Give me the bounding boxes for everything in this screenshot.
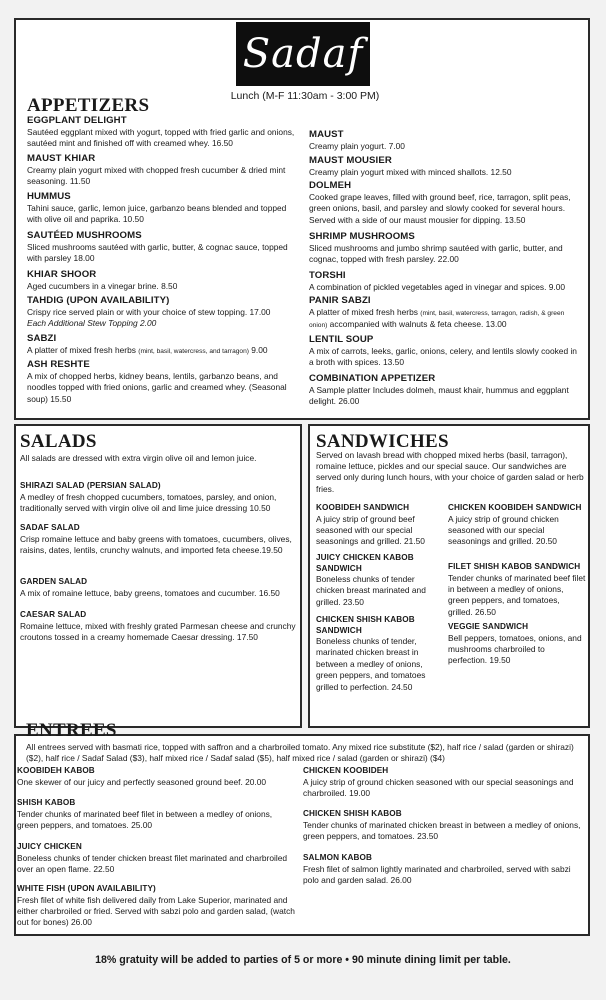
item-name: SHISH KABOB [17,798,76,807]
sadaf-logo: Sadaf [236,22,370,86]
item-name: WHITE FISH (UPON AVAILABILITY) [17,884,156,893]
item-name: KOOBIDEH SANDWICH [316,503,410,512]
lunch-hours: Lunch (M-F 11:30am - 3:00 PM) [230,90,380,102]
menu-item [27,359,299,405]
item-name: CHICKEN SHISH KABOB [303,809,402,818]
item-desc: Fresh filet of salmon lightly marinated and charbroiled, served with sabzi polo and garden salad. 26.00 [303,863,571,885]
item-name: JUICY CHICKEN [17,842,82,851]
item-desc: Tender chunks of marinated chicken breast in between a medley of onions, green peppers, and tomatoes. 23.50 [303,819,581,841]
item-name: SHRIMP MUSHROOMS [309,231,415,242]
item-name: MAUST MOUSIER [309,155,392,166]
menu-item [17,884,295,929]
item-name: VEGGIE SANDWICH [448,622,529,631]
item-desc: Bell peppers, tomatoes, onions, and mushrooms charbroiled to perfection. 19.50 [448,632,582,666]
item-name: KOOBIDEH KABOB [17,766,95,775]
menu-item [20,522,296,557]
menu-item [17,798,295,831]
item-name: HUMMUS [27,191,71,202]
item-desc: A juicy strip of ground chicken seasoned with our special seasonings and grilled. 20.50 [448,513,559,547]
menu-item [17,766,295,788]
menu-item [27,295,299,330]
salads-intro: All salads are dressed with extra virgin olive oil and lemon juice. [20,453,257,463]
item-desc: A medley of fresh chopped cucumbers, tomatoes, parsley, and onion, traditionally served with virgin olive oil and lime juice dressing 10.50 [20,492,277,514]
menu-item [17,842,295,875]
item-desc: Cooked grape leaves, filled with ground beef, rice, tarragon, split peas, green onions, basil, and parsley and slowly cooked for several hours. Served with a side of our maust mousier for dipping. 13.50 [309,192,571,225]
item-name: CHICKEN SHISH KABOB SANDWICH [316,615,415,635]
menu-item [303,853,586,886]
item-name: LENTIL SOUP [309,334,374,345]
menu-item [448,562,586,618]
item-name: TAHDIG (UPON AVAILABILITY) [27,295,170,306]
item-name: MAUST [309,129,344,140]
item-name: PANIR SABZI [309,295,371,306]
item-desc: Tender chunks of marinated beef filet in between a medley of onions, green peppers, and tomatoes. 25.00 [17,808,273,830]
menu-item [303,809,586,842]
item-name: TORSHI [309,270,346,281]
menu-item [27,191,299,226]
item-name: SAUTÉED MUSHROOMS [27,230,142,241]
item-desc: Crisp romaine lettuce and baby greens with tomatoes, cucumbers, olives, raisins, dates, lentils, crunchy walnuts, and imported feta cheese.19.50 [20,534,292,556]
item-name: DOLMEH [309,180,352,191]
menu-item [27,230,299,265]
item-desc: Fresh filet of white fish delivered daily from Lake Superior, marinated and either charbroiled or fried. Served with sabzi polo and garden salad, (watch out for bones) 26.00 [17,894,295,928]
item-desc: A mix of carrots, leeks, garlic, onions, celery, and lentils slowly cooked in a broth with spices. 13.50 [309,346,577,368]
salads-title: SALADS [20,431,97,452]
item-name: SHIRAZI SALAD (PERSIAN SALAD) [20,481,161,490]
menu-item [316,503,442,548]
item-name: CHICKEN KOOBIDEH SANDWICH [448,503,582,512]
item-name: SABZI [27,333,57,344]
item-desc: Tahini sauce, garlic, lemon juice, garbanzo beans blended and topped with olive oil and paprika. 10.50 [27,203,287,225]
item-desc: Boneless chunks of tender, marinated chicken breast in between a medley of onions, green peppers, and tomatoes grilled to perfection. 24.50 [316,636,426,692]
item-desc: Sautéed eggplant mixed with yogurt, topped with fried garlic and onions, sautéed mint and finished off with creamed whey. 16.50 [27,127,295,149]
menu-item [309,270,579,293]
sandwiches-title: SANDWICHES [316,431,449,452]
item-desc: Romaine lettuce, mixed with freshly grated Parmesan cheese and crunchy croutons tossed in a creamy homemade Caesar dressing. 17.50 [20,621,296,643]
entrees-intro: All entrees served with basmati rice, topped with saffron and a charbroiled tomato. Any mixed rice substitute ($2), half rice / salad (garden or shirazi) ($2), half rice / Sadaf Salad ($3), half mixed rice / Sadaf salad ($5), half mixed rice / salad (garden or shirazi) ($4) [26,742,574,764]
menu-item [20,609,300,644]
menu-item [27,333,299,357]
item-name: SALMON KABOB [303,853,372,862]
item-desc: A juicy strip of ground beef seasoned with our special seasonings and grilled. 21.50 [316,513,425,547]
menu-item [20,480,296,515]
menu-item [309,334,579,369]
menu-item [309,231,579,266]
item-name: FILET SHISH KABOB SANDWICH [448,562,581,571]
item-desc: Sliced mushrooms sautéed with garlic, butter, & cognac sauce, topped with parsley 18.00 [27,242,288,264]
item-desc: Boneless chunks of tender chicken breast marinated and grilled. 23.50 [316,574,426,607]
item-name: CAESAR SALAD [20,610,87,619]
menu-item [309,155,579,178]
item-name: JUICY CHICKEN KABOB SANDWICH [316,553,414,573]
item-desc: Creamy plain yogurt mixed with chopped fresh cucumber & dried mint seasoning. 11.50 [27,165,286,187]
item-desc: A platter of mixed fresh herbs (mint, basil, watercress, and tarragon) 9.00 [27,345,268,355]
menu-item [309,180,579,226]
menu-item [309,373,579,408]
menu-item [20,576,296,599]
entrees-title: ENTREES [26,720,117,741]
item-name: COMBINATION APPETIZER [309,373,436,384]
appetizers-title: APPETIZERS [27,95,150,116]
menu-item [309,129,579,152]
item-name: SADAF SALAD [20,523,80,532]
menu-item [27,153,299,188]
item-desc: Tender chunks of marinated beef filet in between a medley of onions, green peppers, and tomatoes, grilled. 26.50 [448,572,586,617]
menu-item [316,553,442,608]
item-note: Each Additional Stew Topping 2.00 [27,318,157,329]
item-desc: Creamy plain yogurt. 7.00 [309,141,405,151]
menu-item [316,615,442,693]
item-desc: A mix of chopped herbs, kidney beans, lentils, garbanzo beans, and noodles topped with fried onions, garlic and creamed whey. (Seasonal soup) 15.50 [27,371,287,404]
menu-item [309,295,579,332]
item-desc: One skewer of our juicy and perfectly seasoned ground beef. 20.00 [17,776,267,787]
item-name: GARDEN SALAD [20,577,88,586]
menu-item [448,622,586,667]
item-name: CHICKEN KOOBIDEH [303,766,389,775]
item-desc: Boneless chunks of tender chicken breast filet marinated and charbroiled over an open flame. 22.50 [17,852,288,874]
menu-item [303,766,586,799]
item-name: EGGPLANT DELIGHT [27,115,127,126]
item-desc: Creamy plain yogurt mixed with minced shallots. 12.50 [309,167,512,177]
item-desc: A platter of mixed fresh herbs (mint, basil, watercress, tarragon, radish, & green onion) accompanied with walnuts & feta cheese. 13.00 [309,307,565,330]
item-desc: A combination of pickled vegetables aged in vinegar and spices. 9.00 [309,282,566,292]
menu-item [27,115,299,150]
item-desc: Crispy rice served plain or with your choice of stew topping. 17.00 [27,307,271,317]
item-desc: Aged cucumbers in a vinegar brine. 8.50 [27,281,178,291]
menu-item [448,503,586,548]
item-desc: A juicy strip of ground chicken seasoned with our special seasonings and charbroiled. 19.00 [303,776,574,798]
item-name: MAUST KHIAR [27,153,96,164]
item-desc: Sliced mushrooms and jumbo shrimp sautéed with garlic, butter, and cognac, topped with fresh parsley. 22.00 [309,243,563,265]
sandwiches-intro: Served on lavash bread with chopped mixed herbs (basil, tarragon), romaine lettuce, pickles and our special sauce. Our sandwiches are served only during lunch hours, with your choice of garden salad or herb fries. [316,450,584,494]
gratuity-notice: 18% gratuity will be added to parties of 5 or more • 90 minute dining limit per table. [95,954,511,966]
item-name: KHIAR SHOOR [27,269,97,280]
menu-item [27,269,299,292]
item-name: ASH RESHTE [27,359,90,370]
item-desc: A mix of romaine lettuce, baby greens, tomatoes and cucumber. 16.50 [20,588,280,598]
item-desc: A Sample platter Includes dolmeh, maust khair, hummus and eggplant delight. 26.00 [309,385,569,407]
